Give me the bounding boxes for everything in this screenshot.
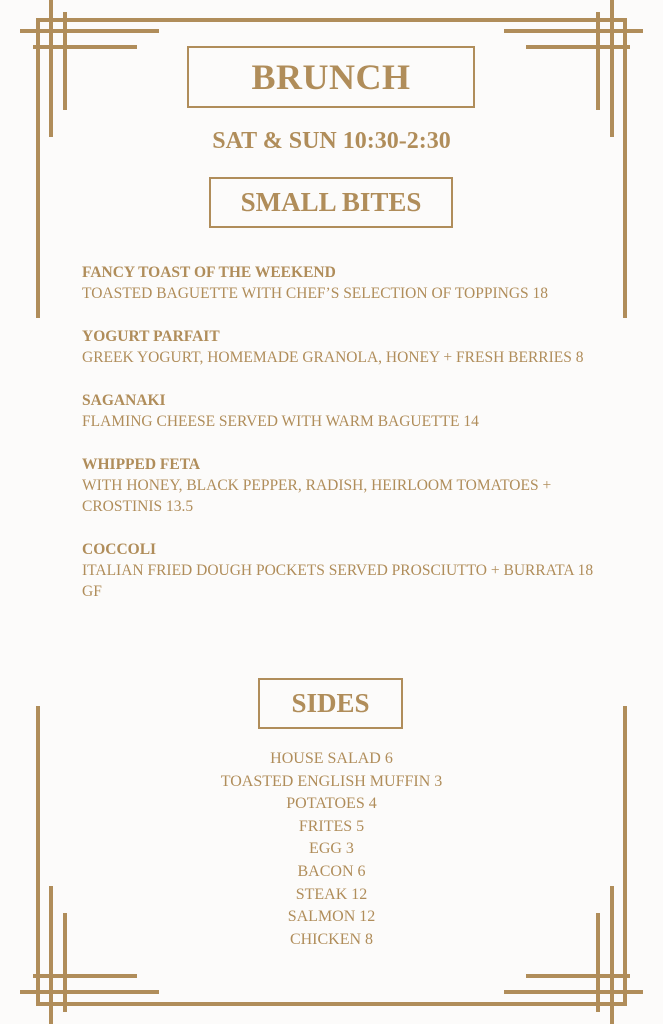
menu-item-name: FANCY TOAST OF THE WEEKEND [82,264,336,281]
side-item: HOUSE SALAD 6 [270,750,393,767]
menu-item-description: ITALIAN FRIED DOUGH POCKETS SERVED PROSCIUTTO + BURRATA 18 GF [82,562,594,600]
menu-item [82,454,602,517]
small-bites-heading: SMALL BITES [209,177,453,228]
menu-item [82,326,602,368]
side-item: STEAK 12 [295,885,368,903]
menu-item-name: WHIPPED FETA [82,456,201,473]
small-bites-list [82,262,602,624]
menu-item [82,539,602,602]
side-item: SALMON 12 [287,908,376,926]
side-item: FRITES 5 [298,817,365,835]
side-item: BACON 6 [297,862,366,880]
menu-item-description: TOASTED BAGUETTE WITH CHEF’S SELECTION OF TOPPINGS 18 [82,285,549,302]
menu-item-description: GREEK YOGURT, HOMEMADE GRANOLA, HONEY + FRESH BERRIES 8 [82,349,584,366]
menu-item-name: COCCOLI [82,541,157,558]
menu-item [82,262,602,304]
menu-title: BRUNCH [187,46,475,108]
sides-list [0,748,663,951]
menu-item-description: FLAMING CHEESE SERVED WITH WARM BAGUETTE 14 [82,413,479,430]
menu-item-name: YOGURT PARFAIT [82,328,220,345]
side-item: EGG 3 [309,840,354,858]
service-hours: SAT & SUN 10:30-2:30 [212,128,451,154]
menu-item [82,390,602,432]
menu-item-description: WITH HONEY, BLACK PEPPER, RADISH, HEIRLOOM TOMATOES + CROSTINIS 13.5 [82,477,552,515]
side-item: POTATOES 4 [286,795,377,813]
menu-item-name: SAGANAKI [82,392,166,409]
side-item: CHICKEN 8 [289,930,374,948]
sides-heading: SIDES [258,678,403,729]
side-item: TOASTED ENGLISH MUFFIN 3 [220,772,443,790]
